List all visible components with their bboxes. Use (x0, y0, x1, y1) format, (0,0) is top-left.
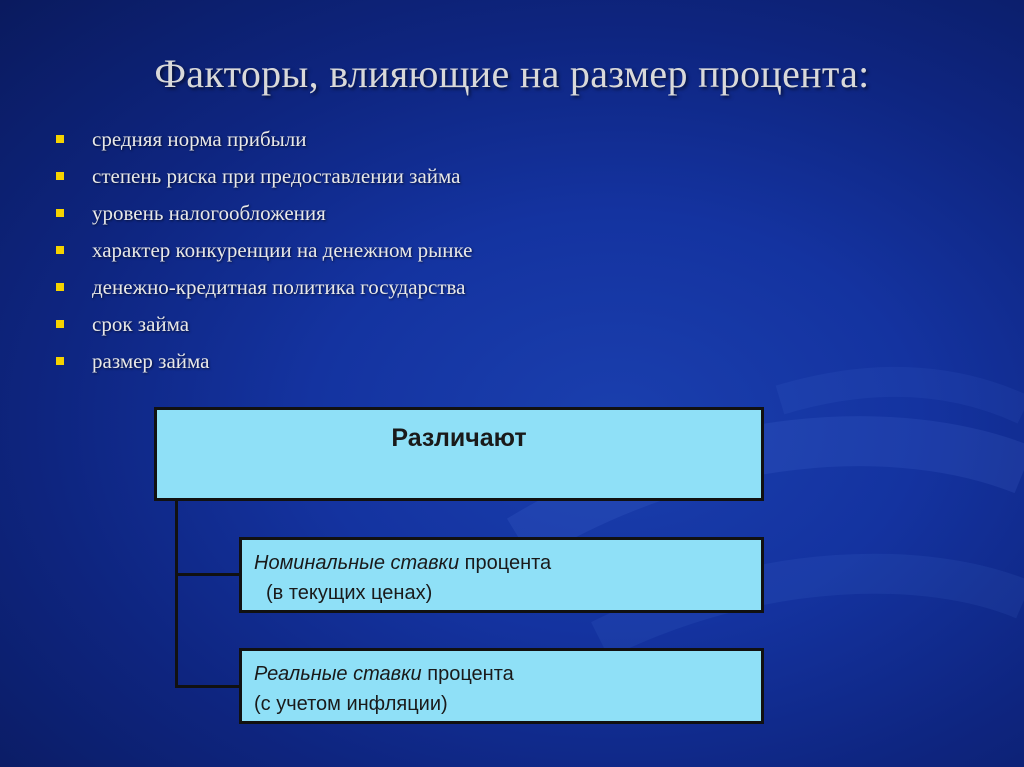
real-rate-italic: Реальные ставки (254, 663, 422, 685)
list-item-label: характер конкуренции на денежном рынке (92, 238, 473, 262)
real-rate-title (254, 659, 761, 689)
list-item (56, 235, 472, 272)
list-item-label: размер займа (92, 349, 210, 373)
bullet-square-icon (56, 283, 64, 291)
nominal-rate-title (254, 548, 761, 578)
bullet-square-icon (56, 320, 64, 328)
list-item-label: уровень налогообложения (92, 201, 326, 225)
nominal-rate-note: (в текущих ценах) (266, 582, 433, 604)
bullet-square-icon (56, 172, 64, 180)
list-item-label: средняя норма прибыли (92, 127, 307, 151)
slide-title: Факторы, влияющие на размер процента: (154, 51, 870, 96)
connector-vertical (175, 500, 178, 688)
nominal-rate-rest: процента (459, 552, 552, 574)
connector-to-nominal (175, 573, 241, 576)
real-rate-rest: процента (421, 663, 514, 685)
bullet-square-icon (56, 135, 64, 143)
list-item-label: денежно-кредитная политика государства (92, 275, 466, 299)
list-item (56, 272, 472, 309)
nominal-rate-box (239, 537, 764, 613)
nominal-rate-italic: Номинальные ставки (254, 552, 460, 574)
diagram-root-box (154, 407, 764, 501)
list-item (56, 346, 472, 383)
real-rate-box (239, 648, 764, 724)
connector-to-real (175, 685, 241, 688)
bullet-square-icon (56, 246, 64, 254)
list-item (56, 161, 472, 198)
list-item (56, 124, 472, 161)
list-item-label: степень риска при предоставлении займа (92, 164, 461, 188)
diagram-root-label: Различают (391, 424, 527, 452)
list-item (56, 198, 472, 235)
bullet-square-icon (56, 209, 64, 217)
real-rate-note: (с учетом инфляции) (254, 693, 448, 715)
list-item (56, 309, 472, 346)
bullet-square-icon (56, 357, 64, 365)
factors-list (56, 124, 472, 383)
list-item-label: срок займа (92, 312, 190, 336)
